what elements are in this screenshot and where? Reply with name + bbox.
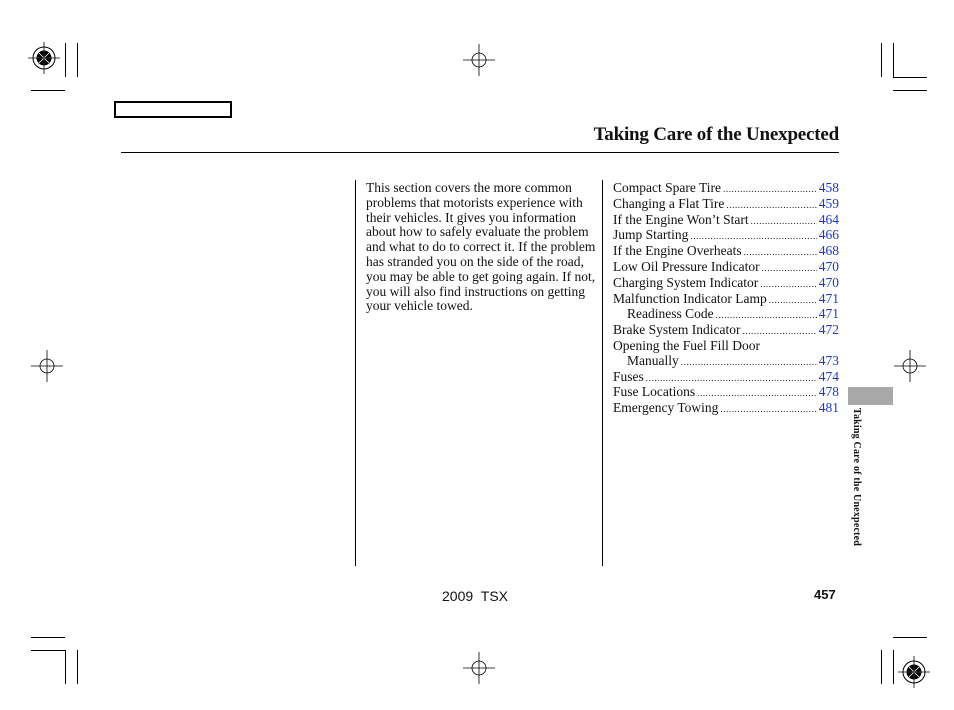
registration-target-icon: [28, 42, 60, 74]
page-title: Taking Care of the Unexpected: [593, 124, 839, 145]
toc-page-link[interactable]: 478: [818, 384, 839, 400]
toc-page-link[interactable]: 470: [818, 258, 839, 274]
toc-item-manually[interactable]: [613, 354, 839, 370]
toc-page-link[interactable]: 471: [818, 306, 839, 322]
toc-item-low-oil-pressure[interactable]: [613, 260, 839, 276]
toc-page-link[interactable]: 481: [818, 400, 839, 416]
crosshair-icon: [31, 350, 63, 382]
toc-item-label: Readiness Code: [627, 306, 714, 322]
toc-item-fuses[interactable]: [613, 370, 839, 386]
intro-section: [366, 181, 598, 314]
toc-item-label: Low Oil Pressure Indicator: [613, 258, 760, 274]
toc-item-fuse-locations[interactable]: [613, 385, 839, 401]
toc-item-label: Fuse Locations: [613, 384, 696, 400]
title-rule: [121, 152, 839, 153]
toc-item-label: Malfunction Indicator Lamp: [613, 290, 767, 306]
section-tab-label: Taking Care of the Unexpected: [851, 408, 862, 547]
toc-item-malfunction-lamp[interactable]: [613, 292, 839, 308]
toc-item-label: Manually: [627, 352, 679, 368]
toc-list: [613, 181, 839, 417]
model-label: 2009 TSX: [442, 588, 509, 604]
toc-item-label: If the Engine Overheats: [613, 243, 742, 259]
toc-item-label: If the Engine Won’t Start: [613, 211, 749, 227]
toc-item-emergency-towing[interactable]: [613, 401, 839, 417]
crosshair-icon: [463, 44, 495, 76]
column-divider: [355, 180, 356, 566]
toc-page-link[interactable]: 470: [818, 274, 839, 290]
toc-page-link[interactable]: 458: [818, 180, 839, 195]
crosshair-icon: [894, 350, 926, 382]
toc-item-label: Jump Starting: [613, 227, 689, 243]
toc-page-link[interactable]: 464: [818, 211, 839, 227]
toc-page-link[interactable]: 472: [818, 322, 839, 338]
toc-item-charging-system[interactable]: [613, 276, 839, 292]
toc-item-engine-wont-start[interactable]: [613, 213, 839, 229]
toc-item-label: Charging System Indicator: [613, 274, 759, 290]
toc-item-brake-system[interactable]: [613, 323, 839, 339]
toc-page-link[interactable]: 473: [818, 352, 839, 368]
toc-page-link[interactable]: 471: [818, 290, 839, 306]
intro-paragraph: This section covers the more common problems that motorists experience with their vehicles. It gives you information about how to safely evaluate the problem and what to do to correct it. If the problem has stranded you on the side of the road, you may be able to get going again. If not, you will also find instructions on getting your vehicle towed.: [366, 180, 596, 314]
toc-item-changing-flat-tire[interactable]: [613, 197, 839, 213]
registration-target-icon: [898, 656, 930, 688]
toc-page-link[interactable]: 466: [818, 227, 839, 243]
toc-item-label: Brake System Indicator: [613, 322, 741, 338]
toc-item-jump-starting[interactable]: [613, 228, 839, 244]
toc-item-label: Changing a Flat Tire: [613, 195, 725, 211]
crosshair-icon: [463, 652, 495, 684]
toc-page-link[interactable]: 468: [818, 243, 839, 259]
toc-page-link[interactable]: 459: [818, 195, 839, 211]
toc-item-label: Emergency Towing: [613, 400, 719, 416]
toc-item-label: Opening the Fuel Fill Door: [613, 337, 760, 353]
section-tab[interactable]: [848, 387, 893, 405]
toc-page-link[interactable]: 474: [818, 368, 839, 384]
page-number: 457: [814, 587, 836, 602]
nav-button-box[interactable]: [114, 101, 232, 118]
toc-item-compact-spare-tire[interactable]: [613, 181, 839, 197]
toc-item-label: Fuses: [613, 368, 644, 384]
toc-item-label: Compact Spare Tire: [613, 180, 721, 195]
toc-item-readiness-code[interactable]: [613, 307, 839, 323]
toc-item-engine-overheats[interactable]: [613, 244, 839, 260]
column-divider: [602, 180, 603, 566]
toc-item-fuel-fill-door[interactable]: [613, 339, 839, 354]
